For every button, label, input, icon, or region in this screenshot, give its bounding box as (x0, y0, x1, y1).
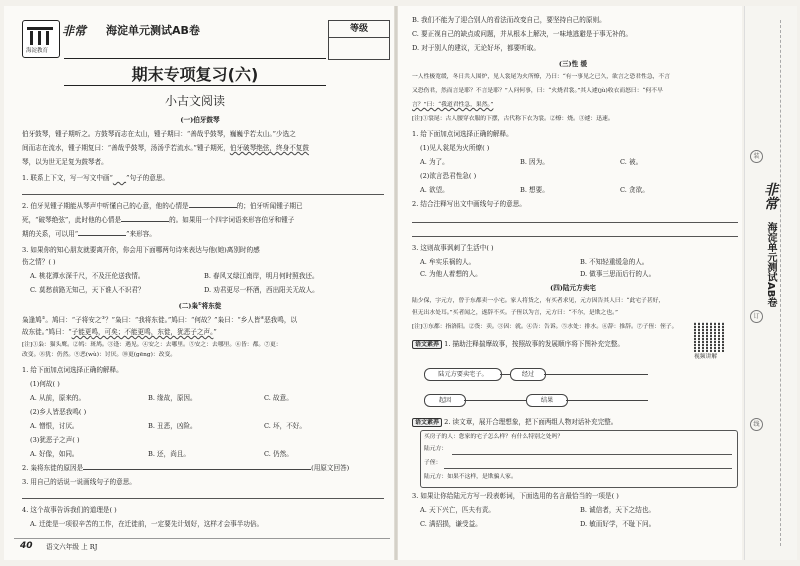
right-option-1C: C. 被。 (620, 158, 643, 166)
footer-divider (14, 538, 390, 539)
notes-2-line-2: 改变。⑧犹：仍然。⑨恶(wù)：讨厌。⑩更(gēng)：改变。 (22, 352, 177, 358)
text-3-line-3: 言？”曰：“我道君性急，果然。” (412, 102, 494, 108)
right-option-3D: D. 做事三思而后行的人。 (580, 270, 656, 278)
right-option-2A: A. 欲望。 (420, 186, 449, 194)
right-option-4-3D: D. 敏而好学，不耻下问。 (580, 520, 656, 528)
text-4-line-2: 但无出水处耳。”买者闻之，遂辞不买。子侄以为言，元方曰：“不尔，是欺之也。” (412, 310, 618, 316)
right-option-3C: C. 为他人着想的人。 (420, 270, 482, 278)
literacy-chip: 语文素养 (412, 340, 442, 349)
school-logo (22, 20, 60, 58)
option-1C: C. 故意。 (264, 394, 293, 402)
flow-step-result: 结果 (526, 394, 568, 407)
option-2B: B. 丑恶，凶险。 (148, 422, 197, 430)
right-question-1: 1. 给下面加点词选择正确的解释。 (412, 130, 513, 138)
question-2-line-3: 期的关系，可以用“ ”来形容。 (22, 230, 156, 238)
question-3-line-2: 伤之情？( ) (22, 258, 56, 266)
text-1-line-3: 琴，以为世无足复为鼓琴者。 (22, 158, 108, 166)
dialogue-line-2: 陆元方： (424, 446, 448, 452)
right-question-4-2: 语文素养 2. 读文章，展开合理想象，把下面两组人物对话补充完整。 (412, 418, 617, 427)
notes-3: [注]①裳尾：古人腰穿衣服的下摆，古代称下衣为裳。②燎：烧。③遽：迅速。 (412, 116, 614, 122)
sub-question-1: (1)何故( ) (30, 380, 60, 388)
right-question-4-1: 语文素养 1. 描助注释揣摩故事，按照故事的发展顺序将下图补充完整。 (412, 340, 624, 349)
cut-line (780, 20, 781, 546)
flow-arrow (464, 400, 526, 401)
brand-mark: 非常 (62, 24, 87, 38)
option-4A: A. 迁徙是一项很辛苦的工作，在迁徙前，一定要先计划好，这样才会事半功倍。 (30, 520, 264, 528)
option-2A: A. 憎恨，讨厌。 (30, 422, 79, 430)
text-3-line-2: 又恐伤君，然而言是耶？不言是耶？”人问何事，曰：“火烧君裳。”其人遽(jù)收衣而怒曰：“何不早 (412, 88, 663, 94)
text-2-line-1: 枭逢鸠②。鸠曰：“子将安之③？”枭曰：“我将东徙。”鸠曰：“何故？”枭曰：“乡人皆④恶我鸣，以 (22, 315, 298, 325)
right-option-2B: B. 想要。 (520, 186, 549, 194)
right-option-3A: A. 牟实乐祸的人。 (420, 258, 476, 266)
right-option-1A: A. 为了。 (420, 158, 449, 166)
literacy-chip: 语文素养 (412, 418, 442, 427)
notes-2-line-1: [注]①枭：猫头鹰。②鸠：斑鸠。③逢：遇见。④安之：去哪里。⑤安之：去哪里。⑥皆：都。⑦更： (22, 342, 282, 348)
right-question-4-3: 3. 如果让你给陆元方写一段表彰词，下面选用的名言最恰当的一项是( ) (412, 492, 619, 500)
notes-4: [注]①东都：指洛阳。②货：卖。③因：就。④告：告诉。⑤水处：排水。⑥辞：推辞。⑦子侄：侄子。 (412, 324, 678, 330)
question-2-4: 4. 这个故事告诉我们的道理是( ) (22, 506, 117, 514)
dialogue-line-3: 子侄： (424, 460, 442, 466)
right-option-4-3A: A. 天下兴亡，匹夫有责。 (420, 506, 495, 514)
right-sub-question-1: (1)见人裳尾为火所燎( ) (420, 144, 490, 152)
question-3-line-1: 3. 如果你的知心朋友就要离开你，你会用下面哪两句诗来表达与他(她)离别时的感 (22, 246, 260, 254)
page-title: 期末专项复习(六) (131, 65, 259, 84)
flow-step-process: 经过 (510, 368, 546, 381)
option-4D: D. 对于别人的建议，无论好坏，都要听取。 (412, 44, 540, 52)
option-2C: C. 坏，不好。 (264, 422, 306, 430)
right-option-3B: B. 不知轻重缓急的人。 (580, 258, 649, 266)
bind-circle-bottom: 线 (750, 418, 763, 431)
option-1B: B. 缘故，原因。 (148, 394, 197, 402)
flow-arrow (500, 374, 510, 375)
right-sub-question-2: (2)欲言恐君性急( ) (420, 172, 477, 180)
option-3C: C. 莫愁前路无知己，天下谁人不识君？ (30, 286, 145, 294)
right-option-1B: B. 因为。 (520, 158, 549, 166)
logo-caption: 海淀教育 (26, 48, 49, 54)
dialogue-line-1: 买房子的人：您家的宅子怎么样？有什么特别之处吗？ (424, 434, 564, 440)
bind-circle-mid: 订 (750, 310, 763, 323)
option-4C: C. 要正视自己的缺点或问题，并从根本上解决，一味地逃避是于事无补的。 (412, 30, 633, 38)
right-question-2: 2. 结合注释写出文中画线句子的意思。 (412, 200, 526, 208)
answer-line[interactable] (412, 222, 738, 223)
flow-step-cause: 起因 (424, 394, 466, 407)
text-4-line-1: 陆少保，字元方，曾于东都卖一小宅。家人将货之，有买者求见，元方因告其人曰：“此宅子甚好， (412, 298, 665, 304)
section-2-title: (二)枭①将东徙 (178, 301, 222, 311)
question-2-line-2: 死，“破琴绝弦”，此时他的心情是 的。如果用一个四字词语来形容伯牙和锺子 (22, 216, 295, 224)
grade-box (328, 20, 390, 60)
dialogue-answer-line[interactable] (452, 454, 732, 455)
right-question-3: 3. 这则故事讽刺了生活中( ) (412, 244, 494, 252)
question-2-1: 1. 给下面加点词选择正确的解释。 (22, 366, 123, 374)
page-subtitle: 小古文阅读 (164, 94, 225, 108)
qr-caption: 视频讲解 (694, 354, 718, 360)
series-name: 海淀单元测试AB卷 (106, 24, 200, 37)
section-1-title: (一)伯牙鼓琴 (180, 116, 220, 124)
sub-question-2: (2)乡人皆恶我鸣( ) (30, 408, 87, 416)
qr-code[interactable] (694, 322, 724, 352)
answer-line[interactable] (22, 194, 384, 195)
option-4B: B. 我们不能为了迎合别人的看法而改变自己，要坚持自己的原则。 (412, 16, 606, 24)
question-2-2: 2. 枭将东徙的原因是 (用原文回答) (22, 464, 350, 472)
page-number: 40 (20, 541, 33, 551)
left-page (4, 6, 394, 560)
option-3C-2: C. 仍然。 (264, 450, 293, 458)
question-1: 1. 联系上下文，写一写文中画“ ”句子的意思。 (22, 174, 170, 182)
bind-circle-top: 装 (750, 150, 763, 163)
option-3B-2: B. 还，尚且。 (148, 450, 191, 458)
text-2-line-2: 故东徙。”鸠曰：“子能更鸣，可矣；不能更鸣，东徙，犹恶子之声。” (22, 328, 217, 336)
sub-question-3: (3)犹恶子之声( ) (30, 436, 80, 444)
option-3B: B. 春风又绿江南岸，明月何时照我还。 (204, 272, 319, 280)
flow-step-start: 陆元方要卖宅子。 (424, 368, 502, 381)
option-1A: A. 从前，原来的。 (30, 394, 86, 402)
text-1-line-2: 间而志在流水，锺子期复曰：“善哉乎鼓琴，汤汤乎若流水。”锺子期死，伯牙破琴绝弦，终身不复鼓 (22, 144, 309, 152)
flow-arrow (566, 400, 648, 401)
right-option-4-3C: C. 满招损，谦受益。 (420, 520, 482, 528)
section-4-title: (四)陆元方卖宅 (550, 284, 596, 292)
question-2-line-1: 2. 伯牙见锺子期能从琴声中听懂自己的心意，他的心情是 的；伯牙听闻锺子期已 (22, 202, 303, 210)
section-3-title: (三)性 缓 (558, 60, 588, 68)
flow-arrow (544, 374, 648, 375)
option-3A: A. 桃花潭水深千尺，不及汪伦送我情。 (30, 272, 145, 280)
footer-text: 语文六年级 上 RJ (46, 543, 98, 551)
option-3A-2: A. 好像，如同。 (30, 450, 79, 458)
answer-line[interactable] (412, 236, 738, 237)
strip-brand: 非常 (762, 182, 778, 210)
right-option-2C: C. 贪欲。 (620, 186, 649, 194)
right-option-4-3B: B. 诚信者，天下之结也。 (580, 506, 655, 514)
option-3D: D. 劝君更尽一杯酒，西出阳关无故人。 (204, 286, 319, 294)
dialogue-line-4: 陆元方：如果不这样，是欺骗人家。 (424, 474, 517, 480)
answer-line[interactable] (22, 498, 384, 499)
text-3-line-1: 一人性极宽缓，冬日共人围炉，见人裳尾为火所燎，乃曰：“有一事见之已久，欲言之恐君性急，不言 (412, 74, 671, 80)
text-1-line-1: 伯牙鼓琴，锺子期听之。方鼓琴而志在太山，锺子期曰：“善哉乎鼓琴，巍巍乎若太山。”少选之 (22, 130, 296, 138)
question-2-3: 3. 用自己的话说一说画线句子的意思。 (22, 478, 136, 486)
dialogue-answer-line[interactable] (444, 468, 732, 469)
strip-series: 海淀单元测试AB卷 (765, 222, 776, 308)
grade-label: 等级 (329, 21, 389, 38)
